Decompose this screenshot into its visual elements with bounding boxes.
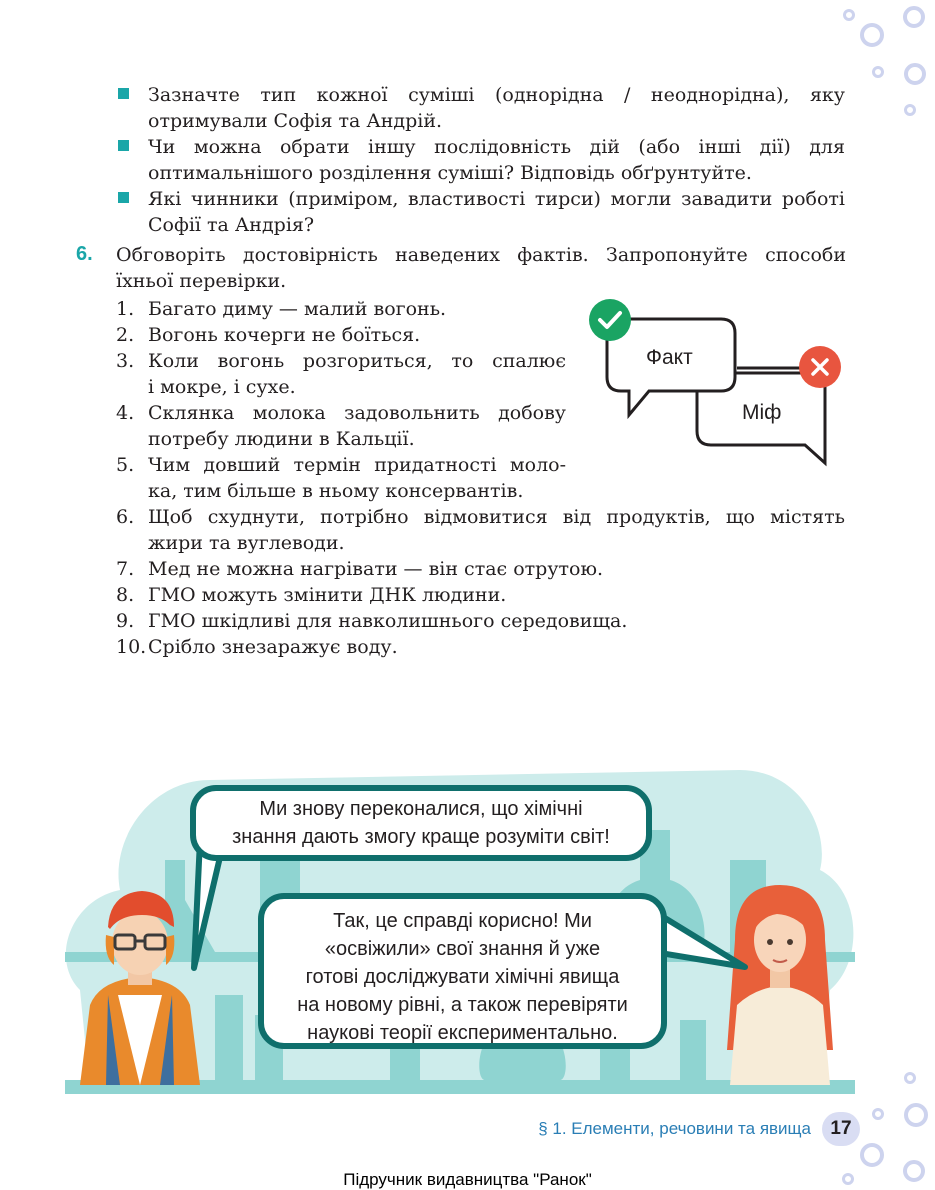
girl-speech-line: Так, це справді корисно! Ми — [333, 910, 592, 932]
statement-text: Мед не можна нагрівати — він стає отрутою. — [148, 558, 604, 580]
bullet-marker — [118, 88, 129, 99]
item-number: 3. — [116, 350, 135, 372]
decor-dot — [904, 1072, 916, 1084]
girl-speech-line: наукові теорії експериментально. — [307, 1022, 618, 1044]
page-number: 17 — [822, 1112, 860, 1146]
publisher-credit: Підручник видавництва "Ранок" — [343, 1170, 592, 1189]
check-icon — [589, 299, 631, 341]
bullet-marker — [118, 192, 129, 203]
item-number: 6. — [116, 506, 135, 528]
decor-dot — [903, 6, 925, 28]
statement-text: Срібло знезаражує воду. — [148, 636, 398, 658]
boy-speech-line: знання дають змогу краще розуміти світ! — [232, 826, 610, 848]
statement-text: Багато диму — малий вогонь. — [148, 298, 447, 320]
bullet-item: Чи можна обрати іншу послідовність дій (або інші дії) для оптимальнішого розділення суміші? Відповідь обґрунтуйте. — [148, 136, 845, 184]
statement-text: Вогонь кочерги не боїться. — [148, 324, 421, 346]
item-number: 4. — [116, 402, 135, 424]
statement-text: ГМО шкідливі для навколишнього середовища. — [148, 610, 628, 632]
item-number: 1. — [116, 298, 135, 320]
decor-dot — [860, 1143, 884, 1167]
statement-text: Коли вогонь розгориться, то спалює — [148, 350, 566, 372]
decor-dot — [904, 104, 916, 116]
decor-dot — [860, 23, 884, 47]
decor-dot — [872, 66, 884, 78]
girl-speech-line: на новому рівні, а також перевіряти — [297, 994, 628, 1016]
girl-speech-bubble — [258, 893, 667, 1049]
decor-dot — [904, 1103, 928, 1127]
statement-text: жири та вуглеводи. — [148, 532, 345, 554]
girl-speech-tail — [660, 905, 750, 975]
task-intro-line: Обговоріть достовірність наведених фактів. Запропонуйте способи — [116, 244, 846, 266]
task-intro-line: їхньої перевірки. — [116, 270, 287, 292]
item-number: 10. — [116, 636, 147, 658]
task-number: 6. — [76, 243, 93, 265]
statement-text: ГМО можуть змінити ДНК людини. — [148, 584, 507, 606]
statement-text: Чим довший термін придатності моло- — [148, 454, 566, 476]
item-number: 5. — [116, 454, 135, 476]
girl-speech-line: готові досліджувати хімічні явища — [305, 966, 620, 988]
fact-myth-bubbles — [585, 295, 845, 470]
boy-speech-line: Ми знову переконалися, що хімічні — [259, 798, 583, 820]
bullet-marker — [118, 140, 129, 151]
statement-text: і мокре, і сухе. — [148, 376, 296, 398]
statement-text: ка, тим більше в ньому консервантів. — [148, 480, 524, 502]
item-number: 9. — [116, 610, 135, 632]
decor-dot — [872, 1108, 884, 1120]
statement-text: Склянка молока задовольнить добову — [148, 402, 566, 424]
statement-text: Щоб схуднути, потрібно відмовитися від продуктів, що містять — [148, 506, 845, 528]
statement-text: потребу людини в Кальції. — [148, 428, 415, 450]
girl-speech-line: «освіжили» свої знання й уже — [324, 938, 601, 960]
decor-dot — [843, 9, 855, 21]
fact-label: Факт — [646, 346, 693, 369]
decor-dot — [904, 63, 926, 85]
bullet-item: Які чинники (приміром, властивості тирси) могли завадити роботі Софії та Андрія? — [148, 188, 845, 236]
myth-label: Міф — [742, 401, 782, 424]
boy-speech-bubble — [190, 785, 652, 861]
item-number: 8. — [116, 584, 135, 606]
bullet-item: Зазначте тип кожної суміші (однорідна / неоднорідна), яку отримували Софія та Андрій. — [148, 84, 845, 132]
item-number: 7. — [116, 558, 135, 580]
item-number: 2. — [116, 324, 135, 346]
section-title: § 1. Елементи, речовини та явища — [538, 1119, 811, 1138]
